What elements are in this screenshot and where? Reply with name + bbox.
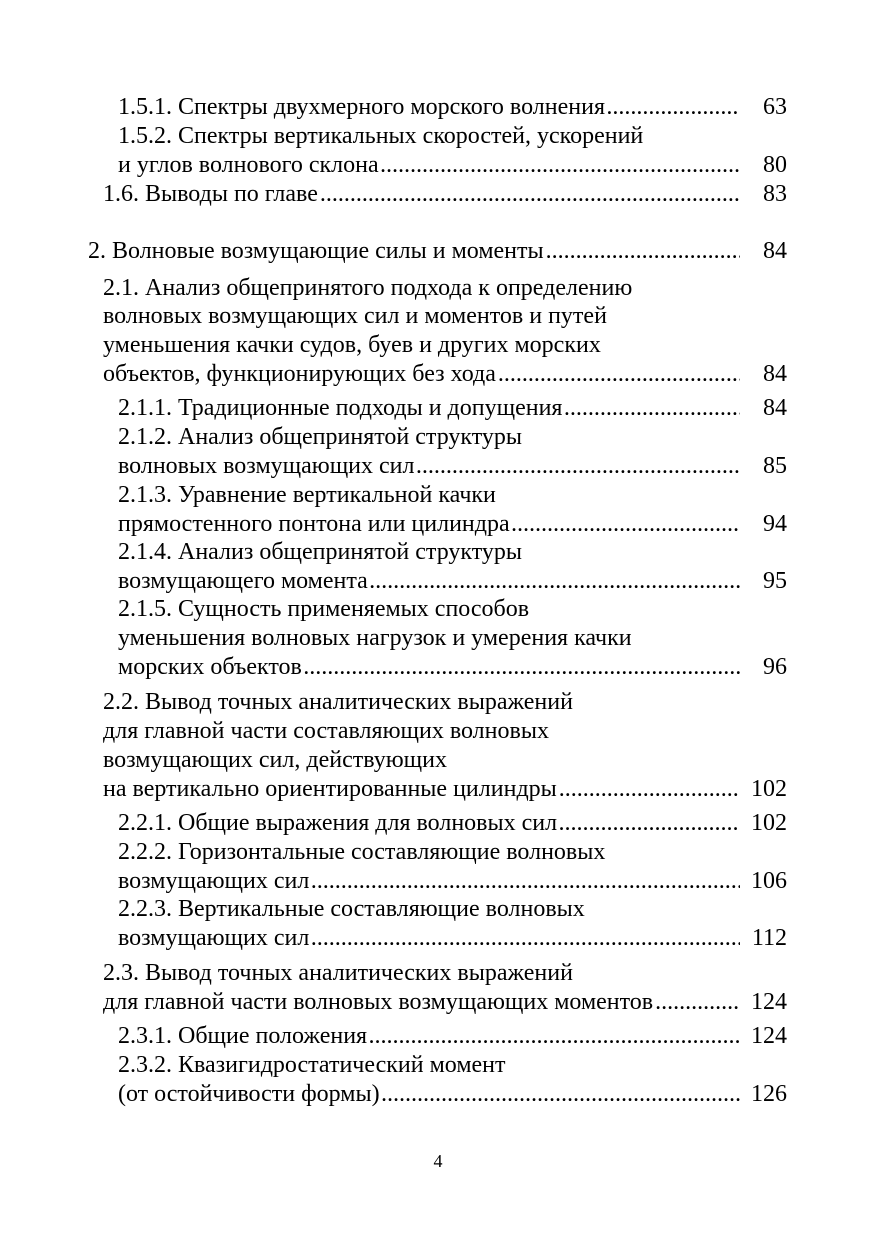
toc-entry-title: 2.2.3. Вертикальные составляющие волновых	[118, 896, 585, 922]
toc-entry-title: 2.1.2. Анализ общепринятой структуры	[118, 424, 523, 450]
toc-entry-title: 1.5.2. Спектры вертикальных скоростей, ускорений	[118, 123, 644, 149]
toc-entry-title: 2.3.2. Квазигидростатический момент	[118, 1052, 506, 1078]
toc-entry-title: уменьшения волновых нагрузок и умерения качки	[118, 625, 632, 651]
toc-entry-title: возмущающего момента	[118, 568, 368, 594]
toc-leader-dots	[512, 510, 740, 539]
toc-entry-title: 2.1.5. Сущность применяемых способов	[118, 596, 530, 622]
toc-entry-title: 2.1.3. Уравнение вертикальной качки	[118, 482, 496, 508]
toc-page-number: 95	[763, 568, 787, 594]
toc-entry-title: прямостенного понтона или цилиндра	[118, 511, 510, 537]
toc-entry-title: 2.2.1. Общие выражения для волновых сил	[118, 810, 558, 836]
toc-leader-dots	[381, 151, 740, 180]
toc-page-number: 124	[751, 1023, 787, 1049]
toc-page-number: 94	[763, 511, 787, 537]
toc-entry-title: 2.1.1. Традиционные подходы и допущения	[118, 395, 563, 421]
toc-page-number: 112	[751, 925, 787, 951]
toc-leader-dots	[416, 452, 740, 481]
toc-entry-title: 2.1.4. Анализ общепринятой структуры	[118, 539, 523, 565]
toc-leader-dots	[655, 988, 740, 1017]
toc-page-number: 102	[751, 810, 787, 836]
toc-leader-dots	[382, 1080, 740, 1109]
toc-leader-dots	[559, 809, 740, 838]
toc-leader-dots	[370, 567, 740, 596]
toc-leader-dots	[559, 775, 740, 804]
toc-leader-dots	[320, 180, 740, 209]
toc-page-number: 84	[763, 361, 787, 387]
toc-entry-title: волновых возмущающих сил и моментов и путей	[103, 303, 607, 329]
toc-leader-dots	[564, 394, 740, 423]
toc-page-number: 63	[763, 94, 787, 120]
toc-entry-title: 2.1. Анализ общепринятого подхода к определению	[103, 275, 633, 301]
toc-entry-title: возмущающих сил	[118, 868, 310, 894]
toc-entry-title: 2.3.1. Общие положения	[118, 1023, 368, 1049]
toc-page-number: 84	[763, 238, 787, 264]
toc-leader-dots	[311, 867, 740, 896]
toc-page-number: 96	[763, 654, 787, 680]
toc-entry-title: для главной части волновых возмущающих моментов	[103, 989, 654, 1015]
toc-entry-title: уменьшения качки судов, буев и других морских	[103, 332, 601, 358]
toc-page-number: 80	[763, 152, 787, 178]
toc-leader-dots	[311, 924, 740, 953]
toc-page-number: 83	[763, 181, 787, 207]
toc-page-number: 126	[751, 1081, 787, 1107]
toc-leader-dots	[304, 653, 740, 682]
toc-entry-title: 1.6. Выводы по главе	[103, 181, 318, 207]
toc-entry-title: 1.5.1. Спектры двухмерного морского волнения	[118, 94, 605, 120]
toc-page-number: 106	[751, 868, 787, 894]
toc-entry-title: 2.2.2. Горизонтальные составляющие волновых	[118, 839, 606, 865]
page-number: 4	[433, 1151, 443, 1171]
toc-leader-dots	[369, 1022, 740, 1051]
toc-entry-title: 2.3. Вывод точных аналитических выражений	[103, 960, 573, 986]
toc-entry-title: объектов, функционирующих без хода	[103, 361, 496, 387]
toc-entry-title: для главной части составляющих волновых	[103, 718, 549, 744]
toc-page-number: 84	[763, 395, 787, 421]
toc-entry-title: возмущающих сил	[118, 925, 310, 951]
toc-entry-title: морских объектов	[118, 654, 302, 680]
toc-leader-dots	[607, 93, 740, 122]
toc-page-number: 124	[751, 989, 787, 1015]
toc-entry-title: и углов волнового склона	[118, 152, 379, 178]
toc-entry-title: 2. Волновые возмущающие силы и моменты	[88, 238, 544, 264]
toc-page-number: 85	[763, 453, 787, 479]
toc-page-number: 102	[751, 776, 787, 802]
toc-leader-dots	[498, 360, 740, 389]
toc-entry-title: на вертикально ориентированные цилиндры	[103, 776, 557, 802]
toc-entry-title: возмущающих сил, действующих	[103, 747, 447, 773]
toc-leader-dots	[546, 237, 740, 266]
toc-entry-title: (от остойчивости формы)	[118, 1081, 380, 1107]
toc-entry-title: 2.2. Вывод точных аналитических выражений	[103, 689, 573, 715]
toc-entry-title: волновых возмущающих сил	[118, 453, 415, 479]
